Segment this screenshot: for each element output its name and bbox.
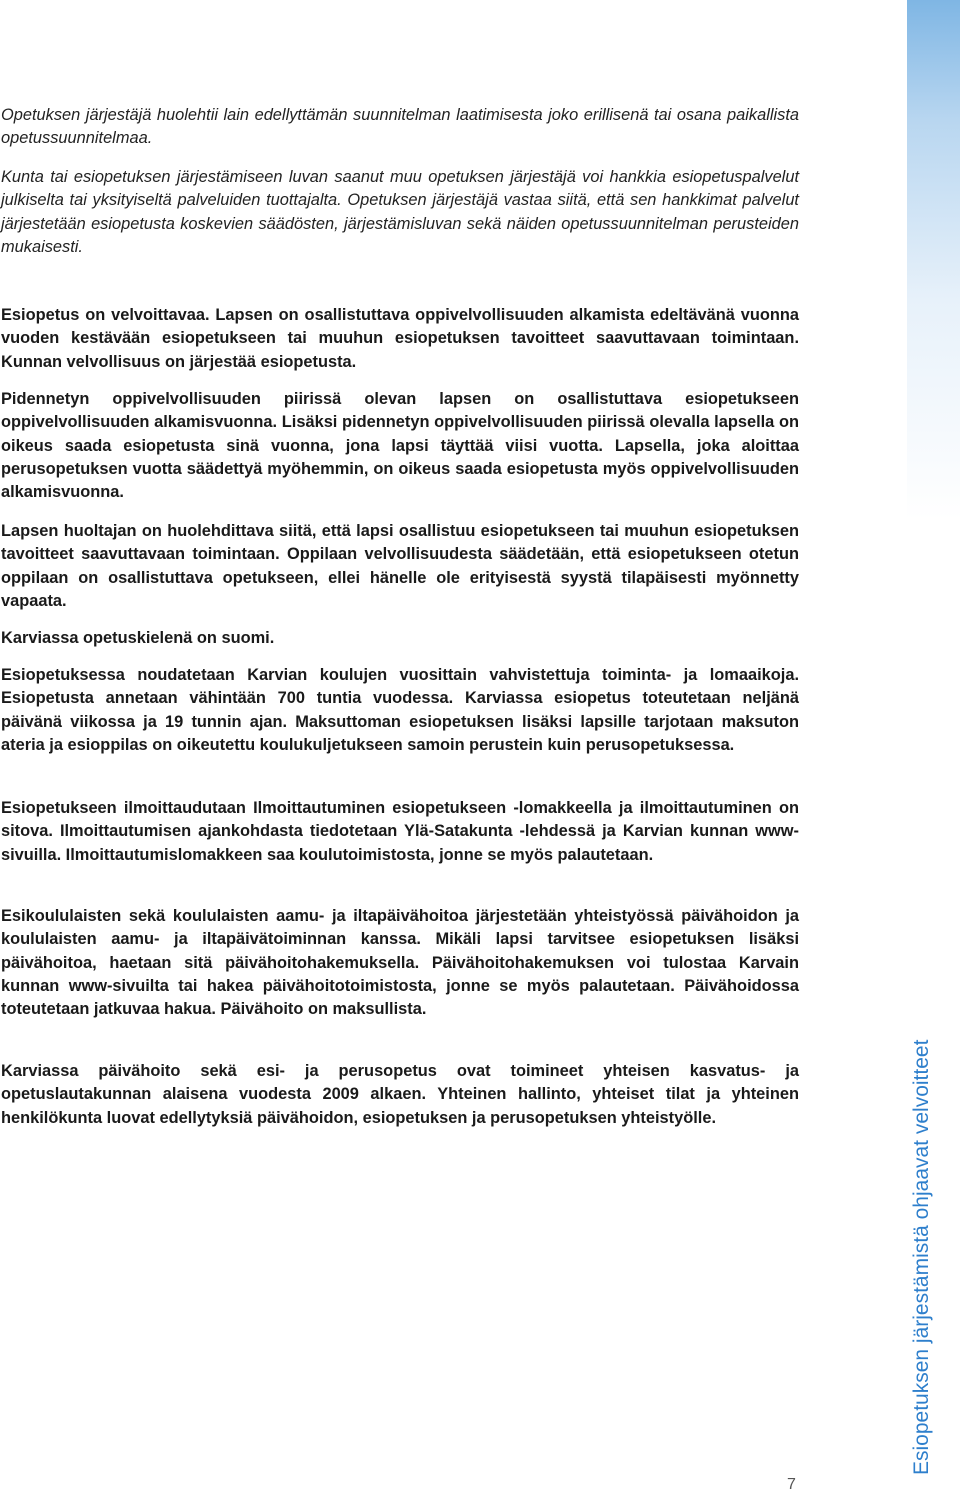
page-number: 7: [787, 1476, 796, 1493]
paragraph-extended-obligation: Pidennetyn oppivelvollisuuden piirissä olevan lapsen on osallistuttava esiopetukseen oppivelvollisuuden alkamisvuonna. Lisäksi pidennetyn oppivelvollisuuden piirissä olevalla lapsella on oikeus saada esiopetusta sinä vuonna, jona lapsi täyttää viisi vuotta. Lapsella, joka aloittaa perusopetuksen vuotta säädettyä myöhemmin, on oikeus saada esiopetusta myös oppivelvollisuuden alkamisvuonna.: [1, 390, 799, 502]
paragraph-language: Karviassa opetuskielenä on suomi.: [1, 629, 275, 647]
sidebar-section-title: Esiopetuksen järjestämistä ohjaavat velvoitteet: [910, 1039, 933, 1475]
paragraph-intro: Opetuksen järjestäjä huolehtii lain edellyttämän suunnitelman laatimisesta joko erillisenä tai osana paikallista opetussuunnitelmaa.: [1, 106, 799, 148]
paragraph-schedule: Esiopetuksessa noudatetaan Karvian koulujen vuosittain vahvistettuja toiminta- ja lomaaikoja. Esiopetusta annetaan vähintään 700 tuntia vuodessa. Karviassa esiopetus toteutetaan neljänä päivänä viikossa ja 19 tunnin ajan. Maksuttoman esiopetuksen lisäksi lapsille tarjotaan maksuton ateria ja esioppilas on oikeutettu koulukuljetukseen samoin perustein kuin perusopetuksessa.: [1, 666, 799, 754]
paragraph-obligation: Esiopetus on velvoittavaa. Lapsen on osallistuttava oppivelvollisuuden alkamista edeltävänä vuonna vuoden kestävään esiopetukseen tai muuhun esiopetuksen tavoitteet saavuttavaan toimintaan. Kunnan velvollisuus on järjestää esiopetusta.: [1, 306, 799, 371]
paragraph-guardian: Lapsen huoltajan on huolehdittava siitä, että lapsi osallistuu esiopetukseen tai muuhun esiopetuksen tavoitteet saavuttavaan toimintaan. Oppilaan velvollisuudesta säädetään, että esiopetukseen otetun oppilaan on osallistuttava opetukseen, ellei hänelle ole erityisestä syystä tilapäisesti myönnetty vapaata.: [1, 522, 799, 610]
paragraph-daycare: Esikoululaisten sekä koululaisten aamu- ja iltapäivähoitoa järjestetään yhteistyössä päivähoidon ja koululaisten aamu- ja iltapäivätoiminnan kanssa. Mikäli lapsi tarvitsee esiopetuksen lisäksi päivähoitoa, haetaan sitä päivähoitohakemuksella. Päivähoitohakemuksen voi tulostaa Karvain kunnan www-sivuilta tai hakea päivähoitotoimistosta, jonne se myös palautetaan. Päivähoidossa toteutetaan jatkuvaa hakua. Päivähoito on maksullista.: [1, 907, 799, 1019]
paragraph-services: Kunta tai esiopetuksen järjestämiseen luvan saanut muu opetuksen järjestäjä voi hankkia esiopetuspalvelut julkiselta tai yksityiseltä palveluiden tuottajalta. Opetuksen järjestäjä vastaa siitä, että sen hankkimat palvelut järjestetään esiopetusta koskevien säädösten, järjestämisluvan sekä näiden opetussuunnitelman perusteiden mukaisesti.: [1, 168, 799, 256]
paragraph-registration: Esiopetukseen ilmoittaudutaan Ilmoittautuminen esiopetukseen -lomakkeella ja ilmoittautuminen on sitova. Ilmoittautumisen ajankohdasta tiedotetaan Ylä-Satakunta -lehdessä ja Karvian kunnan www-sivuilla. Ilmoittautumislomakkeen saa koulutoimistosta, jonne se myös palautetaan.: [1, 799, 799, 864]
paragraph-cooperation: Karviassa päivähoito sekä esi- ja perusopetus ovat toimineet yhteisen kasvatus- ja opetuslautakunnan alaisena vuodesta 2009 alkaen. Yhteinen hallinto, yhteiset tilat ja yhteinen henkilökunta luovat edellytyksiä päivähoidon, esiopetuksen ja perusopetuksen yhteistyölle.: [1, 1062, 799, 1127]
